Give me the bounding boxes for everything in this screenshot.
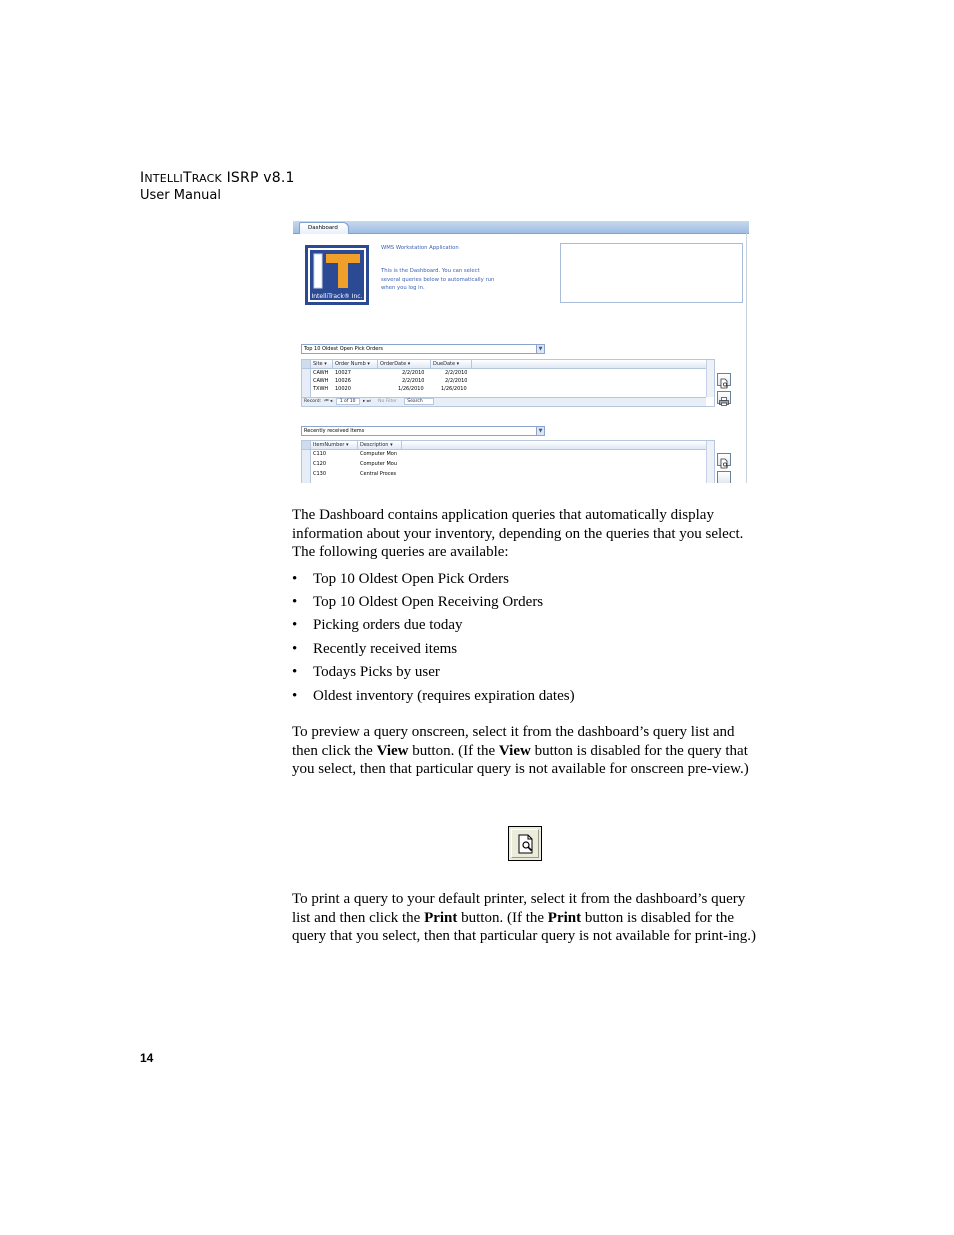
- query-select-1[interactable]: [301, 344, 545, 354]
- table-cell: 2/2/2010: [402, 378, 425, 384]
- view-button[interactable]: [717, 373, 731, 386]
- row-selector[interactable]: [302, 450, 311, 483]
- table-cell: C110: [313, 451, 327, 457]
- record-navigator: [302, 397, 706, 406]
- chevron-down-icon[interactable]: ▼: [536, 345, 544, 353]
- view-query-icon: [718, 458, 730, 469]
- print-query-icon: [718, 396, 730, 407]
- view-query-icon: [515, 833, 537, 855]
- table-cell: Computer Mou: [360, 461, 397, 467]
- query-select-value: Top 10 Oldest Open Pick Orders: [304, 346, 383, 352]
- search-box[interactable]: Search: [404, 398, 433, 405]
- query-preview-box: [560, 243, 743, 303]
- view-query-icon: [718, 378, 730, 389]
- view-button[interactable]: [717, 453, 731, 466]
- view-button-illustration: [508, 826, 542, 861]
- tab-dashboard[interactable]: Dashboard: [299, 222, 349, 234]
- column-due-date[interactable]: DueDate ▾: [431, 360, 472, 368]
- divider: [746, 233, 747, 483]
- previous-record-icon[interactable]: ◂: [330, 399, 333, 404]
- table-cell: Computer Mon: [360, 451, 397, 457]
- table-cell: 2/2/2010: [445, 378, 468, 384]
- column-item-number[interactable]: ItemNumber ▾: [311, 441, 358, 449]
- dashboard-intro: [381, 267, 521, 293]
- print-button[interactable]: [717, 471, 731, 483]
- column-site[interactable]: Site ▾: [311, 360, 333, 368]
- table-cell: Central Proces: [360, 471, 397, 477]
- dashboard-intro-paragraph: The Dashboard contains application queries that automatically display information about your inventory, depending on the queries that you select. The following queries are available:: [292, 507, 744, 561]
- table-cell: 10026: [335, 378, 351, 384]
- running-header-title: INTELLITRACK ISRP v8.1: [140, 170, 295, 186]
- select-all-cell[interactable]: [302, 360, 311, 368]
- grid-header: [302, 360, 714, 369]
- intro-line: when you log in.: [381, 285, 425, 291]
- grid-header: [302, 441, 714, 450]
- table-cell: CAWH: [313, 378, 329, 384]
- table-cell: 2/2/2010: [445, 370, 468, 376]
- table-cell: 10020: [335, 386, 351, 392]
- query-results-grid-2: [301, 440, 715, 483]
- logo-company-text: IntelliTrack® Inc.: [311, 293, 363, 300]
- first-record-icon[interactable]: ⏮: [324, 399, 329, 404]
- chevron-down-icon[interactable]: ▼: [536, 427, 544, 435]
- table-cell: C130: [313, 471, 327, 477]
- row-selector[interactable]: [302, 369, 311, 397]
- filter-indicator[interactable]: No Filter: [378, 399, 397, 404]
- table-cell: 1/26/2010: [441, 386, 467, 392]
- print-paragraph: To print a query to your default printer, select it from the dashboard’s query list and then click the Print button. (If the Print button is disabled for the query that you select, then that particular query is not available for print-ing.): [292, 891, 757, 945]
- column-description[interactable]: Description ▾: [358, 441, 402, 449]
- scrollbar[interactable]: [706, 360, 714, 397]
- query-results-grid-1: [301, 359, 715, 407]
- table-cell: 2/2/2010: [402, 370, 425, 376]
- tab-bar: [293, 221, 749, 234]
- running-header-subtitle: User Manual: [140, 188, 222, 203]
- last-record-icon[interactable]: ⏭: [366, 399, 371, 404]
- table-cell: C120: [313, 461, 327, 467]
- table-cell: 10027: [335, 370, 351, 376]
- record-position[interactable]: 1 of 10: [336, 398, 360, 405]
- column-order-number[interactable]: Order Numb ▾: [333, 360, 378, 368]
- query-select-2[interactable]: [301, 426, 545, 436]
- column-order-date[interactable]: OrderDate ▾: [378, 360, 431, 368]
- dashboard-screenshot: [293, 221, 749, 483]
- next-record-icon[interactable]: ▸: [362, 399, 366, 404]
- query-select-value: Recently received Items: [304, 428, 365, 434]
- intro-line: several queries below to automatically run: [381, 276, 495, 283]
- app-title: WMS Workstation Application: [381, 245, 459, 251]
- table-cell: TXWH: [313, 386, 329, 392]
- intro-line: This is the Dashboard. You can select: [381, 268, 480, 274]
- table-cell: 1/26/2010: [398, 386, 424, 392]
- scrollbar[interactable]: [706, 441, 714, 483]
- select-all-cell[interactable]: [302, 441, 311, 449]
- page-number: 14: [140, 1051, 154, 1065]
- intellitrack-logo: [305, 245, 369, 305]
- table-cell: CAWH: [313, 370, 329, 376]
- print-button[interactable]: [717, 391, 731, 404]
- preview-paragraph: To preview a query onscreen, select it from the dashboard’s query list and then click the View button. (If the View button is disabled for the query that you select, then that particular query is not available for onscreen pre-view.): [292, 724, 749, 778]
- record-label: Record:: [304, 399, 322, 404]
